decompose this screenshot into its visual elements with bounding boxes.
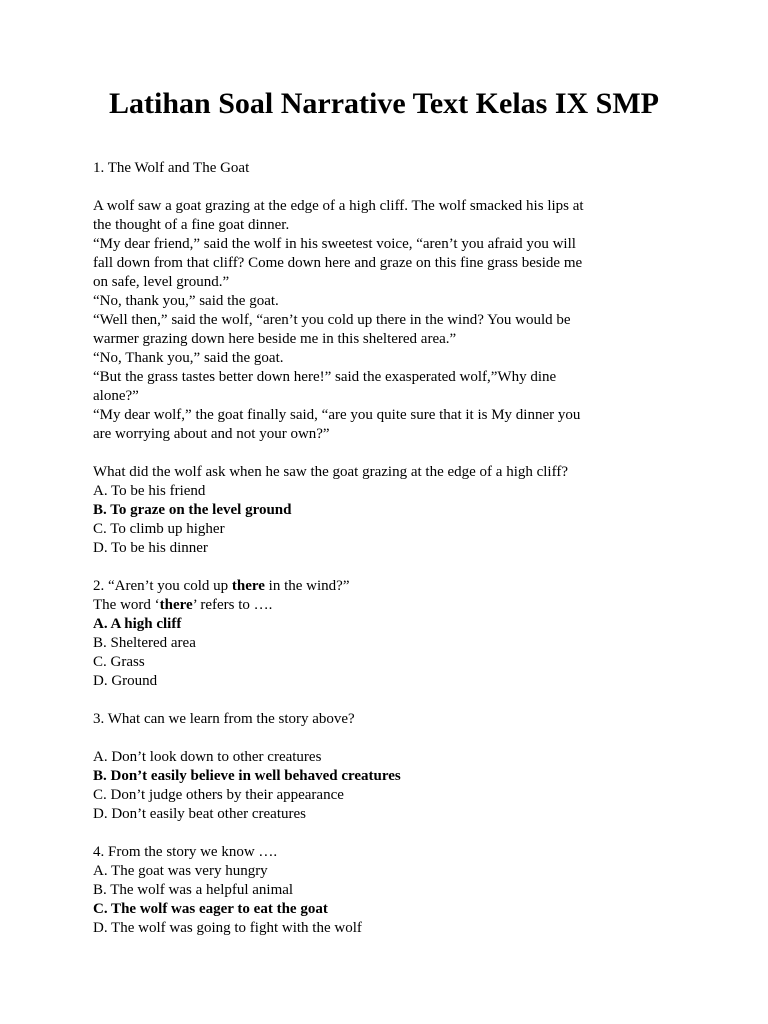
question-text: What did the wolf ask when he saw the goat grazing at the edge of a high cliff? bbox=[93, 464, 568, 480]
option-d: D. Don’t easily beat other creatures bbox=[93, 806, 306, 822]
question-text: 3. What can we learn from the story above? bbox=[93, 711, 355, 727]
story-text bbox=[93, 197, 693, 444]
option-c: C. Don’t judge others by their appearance bbox=[93, 787, 344, 803]
option-b: B. Sheltered area bbox=[93, 635, 196, 651]
highlighted-word: there bbox=[159, 597, 193, 613]
option-d: D. Ground bbox=[93, 673, 158, 689]
option-c-answer: C. The wolf was eager to eat the goat bbox=[93, 901, 328, 917]
option-c: C. To climb up higher bbox=[93, 521, 225, 537]
question-text: 4. From the story we know …. bbox=[93, 844, 278, 860]
option-c: C. Grass bbox=[93, 654, 145, 670]
story-line: “But the grass tastes better down here!” said the exasperated wolf,”Why dine bbox=[93, 369, 557, 385]
story-line: “My dear friend,” said the wolf in his sweetest voice, “aren’t you afraid you will bbox=[93, 236, 576, 252]
question-2 bbox=[93, 577, 693, 691]
story-line: alone?” bbox=[93, 388, 139, 404]
option-a: A. The goat was very hungry bbox=[93, 863, 268, 879]
question-quote: 2. “Aren’t you cold up there in the wind?” bbox=[93, 578, 350, 594]
story-heading: 1. The Wolf and The Goat bbox=[93, 160, 250, 176]
document-title: Latihan Soal Narrative Text Kelas IX SMP bbox=[108, 87, 659, 120]
question-1 bbox=[93, 463, 693, 558]
question-4 bbox=[93, 843, 693, 938]
question-3 bbox=[93, 710, 693, 824]
document-body bbox=[93, 159, 693, 938]
story-line: “My dear wolf,” the goat finally said, “are you quite sure that it is My dinner you bbox=[93, 407, 581, 423]
option-a: A. To be his friend bbox=[93, 483, 206, 499]
option-b-answer: B. Don’t easily believe in well behaved creatures bbox=[93, 768, 401, 784]
question-text: The word ‘there’ refers to …. bbox=[93, 597, 273, 613]
option-b-answer: B. To graze on the level ground bbox=[93, 502, 292, 518]
story-line: are worrying about and not your own?” bbox=[93, 426, 330, 442]
story-line: “No, Thank you,” said the goat. bbox=[93, 350, 284, 366]
story-line: A wolf saw a goat grazing at the edge of a high cliff. The wolf smacked his lips at bbox=[93, 198, 584, 214]
option-d: D. To be his dinner bbox=[93, 540, 208, 556]
option-d: D. The wolf was going to fight with the wolf bbox=[93, 920, 362, 936]
story-line: on safe, level ground.” bbox=[93, 274, 230, 290]
story-line: warmer grazing down here beside me in this sheltered area.” bbox=[93, 331, 457, 347]
highlighted-word: there bbox=[231, 578, 265, 594]
option-a: A. Don’t look down to other creatures bbox=[93, 749, 322, 765]
story-line: “Well then,” said the wolf, “aren’t you cold up there in the wind? You would be bbox=[93, 312, 571, 328]
story-line: fall down from that cliff? Come down here and graze on this fine grass beside me bbox=[93, 255, 583, 271]
story-line: “No, thank you,” said the goat. bbox=[93, 293, 279, 309]
story-line: the thought of a fine goat dinner. bbox=[93, 217, 290, 233]
option-a-answer: A. A high cliff bbox=[93, 616, 182, 632]
option-b: B. The wolf was a helpful animal bbox=[93, 882, 294, 898]
